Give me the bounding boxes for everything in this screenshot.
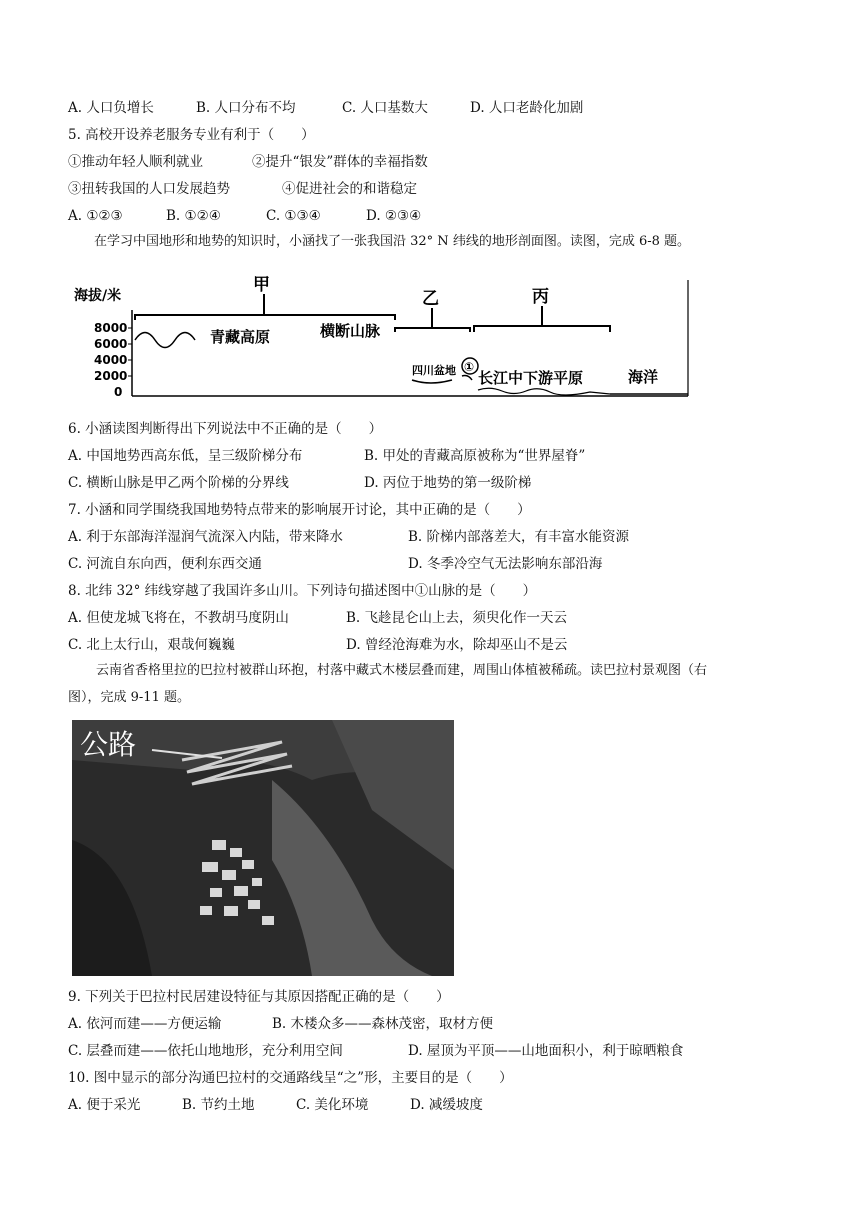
q6-option-a: A. 中国地势西高东低，呈三级阶梯分布 [68, 448, 303, 464]
bracket-bing [474, 326, 610, 332]
q8-option-b: B. 飞趁昆仑山上去，须臾化作一天云 [346, 610, 568, 626]
label-bing: 丙 [532, 287, 549, 307]
q7-option-a: A. 利于东部海洋湿润气流深入内陆，带来降水 [68, 529, 343, 545]
label-qinghai-plateau: 青藏高原 [210, 328, 271, 346]
q10-option-b: B. 节约土地 [182, 1097, 255, 1113]
q10-option-a: A. 便于采光 [68, 1097, 141, 1113]
q5-stem: 5. 高校开设养老服务专业有利于（ ） [68, 127, 315, 143]
photo-drawing [72, 720, 454, 976]
plateau-wave [135, 333, 195, 348]
q9-stem: 9. 下列关于巴拉村民居建设特征与其原因搭配正确的是（ ） [68, 989, 450, 1005]
intro-6-8: 在学习中国地形和地势的知识时，小涵找了一张我国沿 32° N 纬线的地形剖面图。读图，完成 6-8 题。 [94, 234, 691, 249]
q10-option-d: D. 减缓坡度 [410, 1097, 483, 1113]
q5-option-c: C. ①③④ [266, 208, 321, 224]
tick-2000: 2000 [94, 369, 128, 383]
q4-option-c: C. 人口基数大 [342, 100, 428, 116]
q7-option-b: B. 阶梯内部落差大，有丰富水能资源 [408, 529, 630, 545]
q5-statement-3: ③扭转我国的人口发展趋势 [68, 181, 230, 197]
q8-stem: 8. 北纬 32° 纬线穿越了我国许多山川。下列诗句描述图中①山脉的是（ ） [68, 583, 537, 599]
q9-option-d: D. 屋顶为平顶——山地面积小，利于晾晒粮食 [408, 1043, 684, 1059]
q5-option-b: B. ①②④ [166, 208, 221, 224]
tick-6000: 6000 [94, 337, 128, 351]
bala-village-photo [72, 720, 454, 976]
q6-option-c: C. 横断山脉是甲乙两个阶梯的分界线 [68, 475, 289, 491]
q5-statement-4: ④促进社会的和谐稳定 [282, 181, 417, 197]
terrain-profile-diagram [70, 270, 690, 402]
bracket-yi [395, 328, 470, 332]
q9-option-b: B. 木楼众多——森林茂密，取材方便 [272, 1016, 494, 1032]
q4-option-a: A. 人口负增长 [68, 100, 154, 116]
q5-option-d: D. ②③④ [366, 208, 422, 224]
q8-option-c: C. 北上太行山，艰哉何巍巍 [68, 637, 235, 653]
q6-stem: 6. 小涵读图判断得出下列说法中不正确的是（ ） [68, 421, 383, 437]
label-yi: 乙 [422, 289, 439, 309]
bracket-jia [135, 315, 395, 320]
intro-9-11-line-1: 云南省香格里拉的巴拉村被群山环抱，村落中藏式木楼层叠而建，周围山体植被稀疏。读巴拉村景观图（右 [96, 663, 708, 678]
q10-option-c: C. 美化环境 [296, 1097, 369, 1113]
q7-option-c: C. 河流自东向西，便利东西交通 [68, 556, 262, 572]
plain-line [478, 388, 610, 395]
q4-option-d: D. 人口老龄化加剧 [470, 100, 584, 116]
q5-option-a: A. ①②③ [68, 208, 123, 224]
road-label: 公路 [80, 728, 137, 761]
basin-curve [412, 380, 452, 383]
q6-option-b: B. 甲处的青藏高原被称为“世界屋脊” [364, 448, 586, 464]
label-circle-1: ① [464, 360, 475, 374]
q7-stem: 7. 小涵和同学围绕我国地势特点带来的影响展开讨论，其中正确的是（ ） [68, 502, 531, 518]
q9-option-a: A. 依河而建——方便运输 [68, 1016, 222, 1032]
q10-stem: 10. 图中显示的部分沟通巴拉村的交通路线呈“之”形，主要目的是（ ） [68, 1070, 513, 1086]
tick-4000: 4000 [94, 353, 128, 367]
wushan-curve [462, 376, 472, 381]
label-hengduan-mountains: 横断山脉 [320, 322, 381, 340]
label-ocean: 海洋 [628, 368, 659, 386]
q8-option-d: D. 曾经沧海难为水，除却巫山不是云 [346, 637, 568, 653]
q8-option-a: A. 但使龙城飞将在，不教胡马度阴山 [68, 610, 289, 626]
q4-option-b: B. 人口分布不均 [196, 100, 296, 116]
q9-option-c: C. 层叠而建——依托山地地形，充分利用空间 [68, 1043, 343, 1059]
q5-statement-1: ①推动年轻人顺利就业 [68, 154, 203, 170]
q7-option-d: D. 冬季冷空气无法影响东部沿海 [408, 556, 603, 572]
q5-statement-2: ②提升“银发”群体的幸福指数 [252, 154, 428, 170]
label-jia: 甲 [253, 275, 270, 295]
y-axis-label: 海拔/米 [74, 288, 122, 304]
label-yangtze-plain: 长江中下游平原 [478, 369, 584, 387]
tick-0: 0 [114, 385, 123, 399]
label-sichuan-basin: 四川盆地 [412, 364, 456, 377]
intro-9-11-line-2: 图），完成 9-11 题。 [68, 690, 190, 705]
tick-8000: 8000 [94, 321, 128, 335]
q6-option-d: D. 丙位于地势的第一级阶梯 [364, 475, 532, 491]
